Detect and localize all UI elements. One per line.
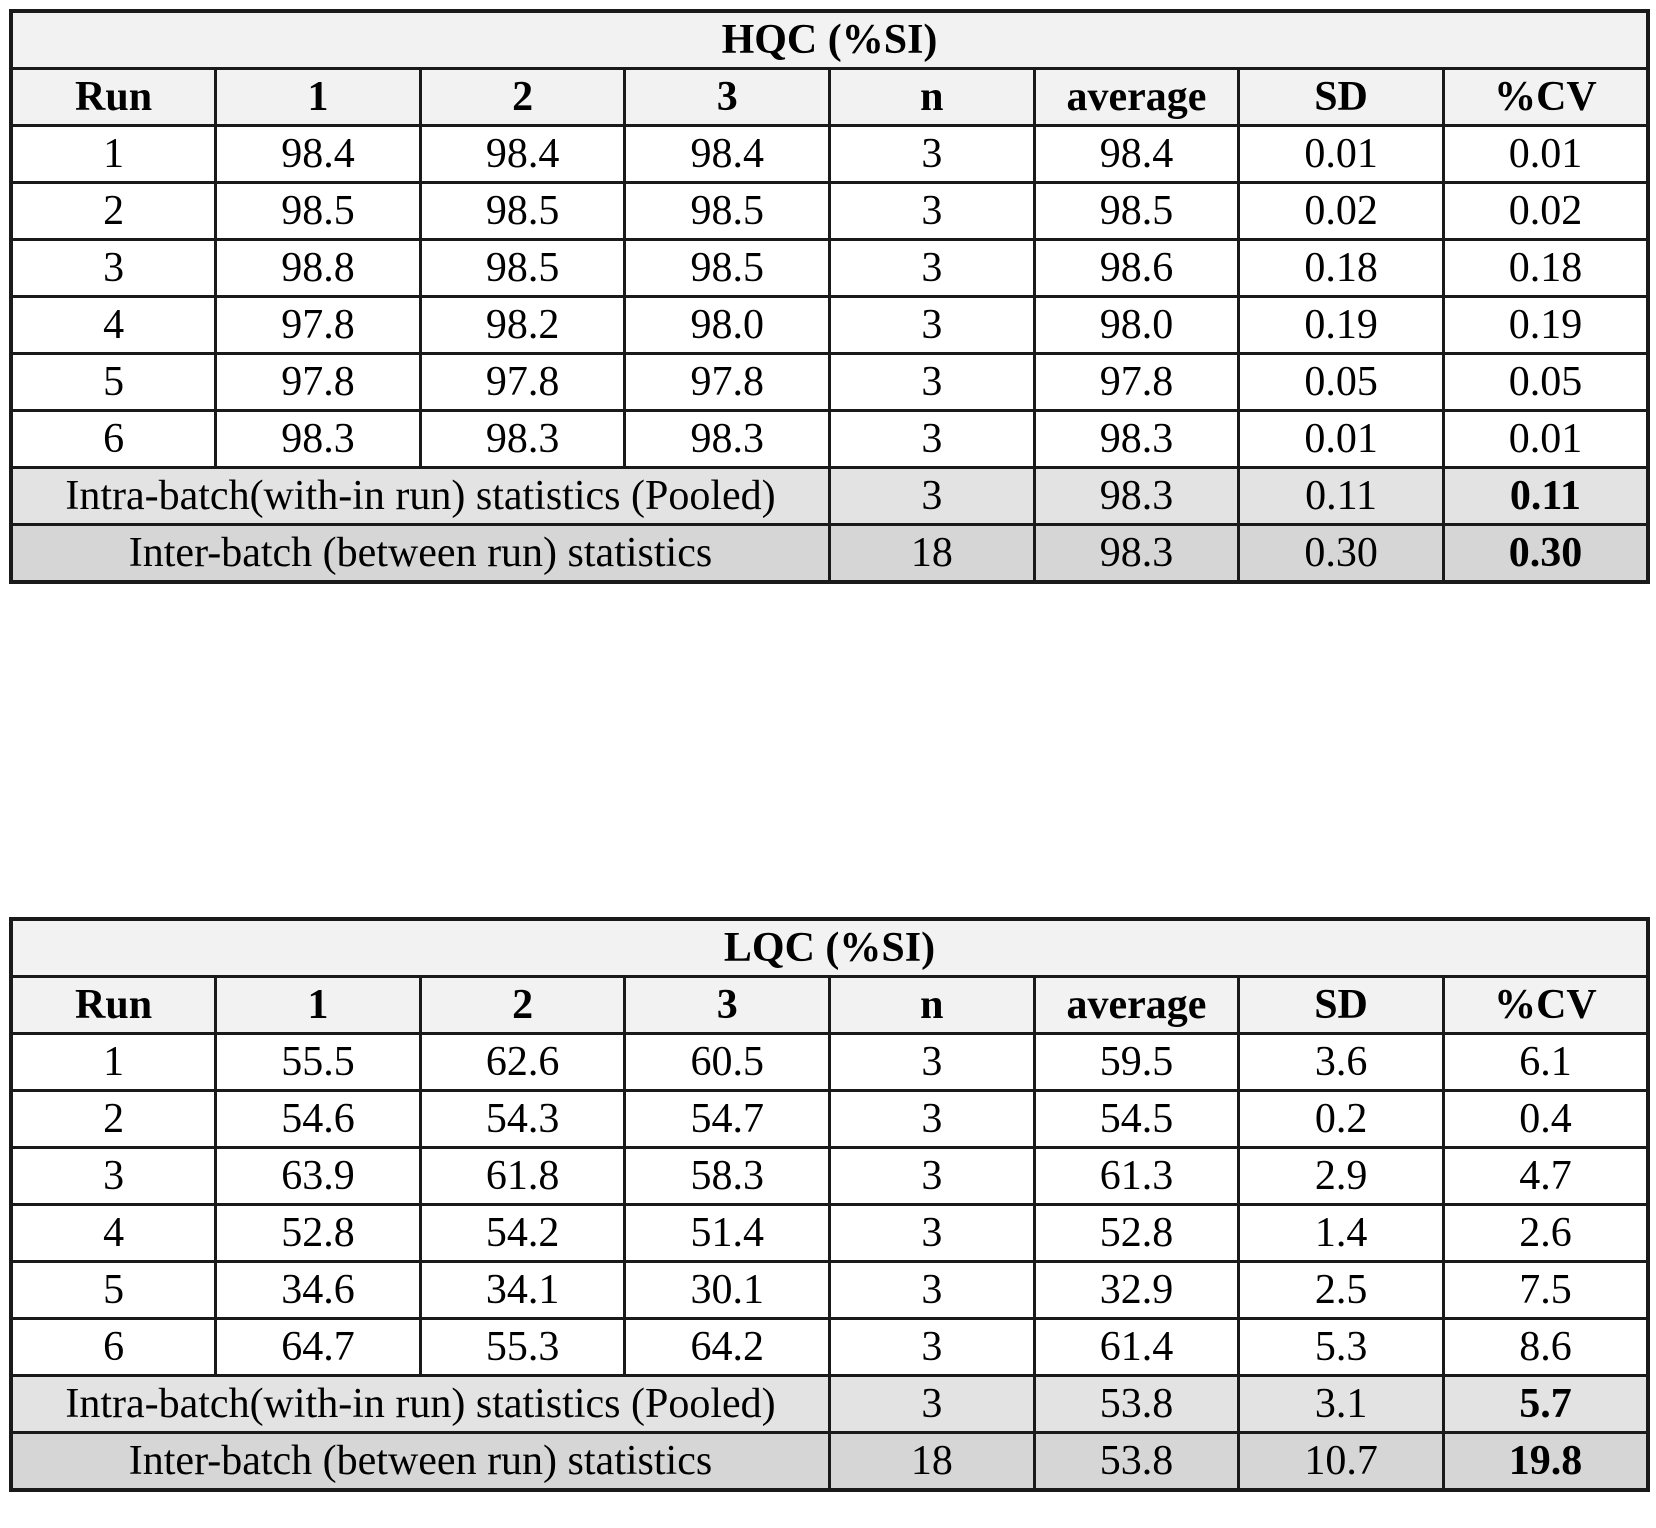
cell-run: 5 bbox=[11, 1262, 216, 1319]
cell-cv: 6.1 bbox=[1443, 1034, 1648, 1091]
cell-average: 98.6 bbox=[1034, 240, 1239, 297]
inter-batch-average: 53.8 bbox=[1034, 1433, 1239, 1491]
cell-average: 98.0 bbox=[1034, 297, 1239, 354]
cell-rep1: 98.5 bbox=[216, 183, 421, 240]
cell-rep1: 97.8 bbox=[216, 354, 421, 411]
cell-rep3: 98.5 bbox=[625, 183, 830, 240]
cell-rep2: 98.5 bbox=[420, 240, 625, 297]
intra-batch-label: Intra-batch(with-in run) statistics (Pooled) bbox=[11, 468, 830, 525]
table-row bbox=[11, 1091, 1648, 1148]
cell-rep3: 51.4 bbox=[625, 1205, 830, 1262]
cell-cv: 0.01 bbox=[1443, 411, 1648, 468]
cell-average: 54.5 bbox=[1034, 1091, 1239, 1148]
cell-n: 3 bbox=[830, 354, 1035, 411]
inter-batch-row bbox=[11, 525, 1648, 583]
cell-rep2: 54.3 bbox=[420, 1091, 625, 1148]
cell-n: 3 bbox=[830, 1091, 1035, 1148]
cell-average: 98.4 bbox=[1034, 126, 1239, 183]
cell-rep2: 62.6 bbox=[420, 1034, 625, 1091]
cell-rep1: 34.6 bbox=[216, 1262, 421, 1319]
cell-rep2: 54.2 bbox=[420, 1205, 625, 1262]
cell-average: 61.3 bbox=[1034, 1148, 1239, 1205]
cell-rep3: 58.3 bbox=[625, 1148, 830, 1205]
cell-rep1: 52.8 bbox=[216, 1205, 421, 1262]
cell-rep3: 98.4 bbox=[625, 126, 830, 183]
cell-rep2: 55.3 bbox=[420, 1319, 625, 1376]
inter-batch-sd: 10.7 bbox=[1239, 1433, 1444, 1491]
intra-batch-n: 3 bbox=[830, 468, 1035, 525]
cell-rep2: 61.8 bbox=[420, 1148, 625, 1205]
cell-run: 4 bbox=[11, 1205, 216, 1262]
column-header-run: Run bbox=[11, 69, 216, 126]
cell-average: 52.8 bbox=[1034, 1205, 1239, 1262]
cell-n: 3 bbox=[830, 183, 1035, 240]
inter-batch-label: Inter-batch (between run) statistics bbox=[11, 525, 830, 583]
column-header-cv: %CV bbox=[1443, 977, 1648, 1034]
cell-rep3: 60.5 bbox=[625, 1034, 830, 1091]
cell-rep2: 34.1 bbox=[420, 1262, 625, 1319]
table-row bbox=[11, 354, 1648, 411]
cell-n: 3 bbox=[830, 1034, 1035, 1091]
cell-run: 2 bbox=[11, 183, 216, 240]
column-header-replicate-1: 1 bbox=[216, 69, 421, 126]
cell-rep2: 98.3 bbox=[420, 411, 625, 468]
cell-run: 2 bbox=[11, 1091, 216, 1148]
cell-sd: 5.3 bbox=[1239, 1319, 1444, 1376]
intra-batch-average: 98.3 bbox=[1034, 468, 1239, 525]
cell-rep3: 98.5 bbox=[625, 240, 830, 297]
cell-run: 5 bbox=[11, 354, 216, 411]
cell-cv: 0.19 bbox=[1443, 297, 1648, 354]
cell-average: 61.4 bbox=[1034, 1319, 1239, 1376]
column-header-replicate-3: 3 bbox=[625, 977, 830, 1034]
cell-rep2: 97.8 bbox=[420, 354, 625, 411]
cell-rep1: 98.4 bbox=[216, 126, 421, 183]
cell-average: 97.8 bbox=[1034, 354, 1239, 411]
cell-rep3: 98.0 bbox=[625, 297, 830, 354]
cell-sd: 3.6 bbox=[1239, 1034, 1444, 1091]
cell-run: 4 bbox=[11, 297, 216, 354]
cell-rep1: 98.8 bbox=[216, 240, 421, 297]
cell-sd: 0.01 bbox=[1239, 126, 1444, 183]
cell-n: 3 bbox=[830, 1205, 1035, 1262]
cell-run: 6 bbox=[11, 411, 216, 468]
cell-cv: 0.05 bbox=[1443, 354, 1648, 411]
table-title: HQC (%SI) bbox=[11, 11, 1648, 69]
cell-cv: 7.5 bbox=[1443, 1262, 1648, 1319]
inter-batch-sd: 0.30 bbox=[1239, 525, 1444, 583]
cell-n: 3 bbox=[830, 297, 1035, 354]
table-row bbox=[11, 297, 1648, 354]
cell-cv: 0.01 bbox=[1443, 126, 1648, 183]
intra-batch-average: 53.8 bbox=[1034, 1376, 1239, 1433]
cell-sd: 0.01 bbox=[1239, 411, 1444, 468]
lqc-table bbox=[9, 917, 1650, 1492]
cell-rep2: 98.4 bbox=[420, 126, 625, 183]
cell-average: 59.5 bbox=[1034, 1034, 1239, 1091]
column-header-average: average bbox=[1034, 69, 1239, 126]
cell-rep1: 64.7 bbox=[216, 1319, 421, 1376]
cell-run: 3 bbox=[11, 1148, 216, 1205]
column-header-run: Run bbox=[11, 977, 216, 1034]
cell-rep3: 54.7 bbox=[625, 1091, 830, 1148]
cell-sd: 2.9 bbox=[1239, 1148, 1444, 1205]
cell-average: 98.3 bbox=[1034, 411, 1239, 468]
column-header-replicate-2: 2 bbox=[420, 977, 625, 1034]
cell-n: 3 bbox=[830, 126, 1035, 183]
inter-batch-average: 98.3 bbox=[1034, 525, 1239, 583]
column-header-sd: SD bbox=[1239, 69, 1444, 126]
cell-n: 3 bbox=[830, 411, 1035, 468]
inter-batch-cv: 0.30 bbox=[1443, 525, 1648, 583]
column-header-replicate-2: 2 bbox=[420, 69, 625, 126]
cell-n: 3 bbox=[830, 1148, 1035, 1205]
cell-rep3: 64.2 bbox=[625, 1319, 830, 1376]
cell-n: 3 bbox=[830, 1262, 1035, 1319]
column-header-sd: SD bbox=[1239, 977, 1444, 1034]
table-row bbox=[11, 1205, 1648, 1262]
table-row bbox=[11, 1148, 1648, 1205]
inter-batch-row bbox=[11, 1433, 1648, 1491]
cell-rep2: 98.5 bbox=[420, 183, 625, 240]
cell-rep1: 98.3 bbox=[216, 411, 421, 468]
intra-batch-sd: 0.11 bbox=[1239, 468, 1444, 525]
cell-cv: 4.7 bbox=[1443, 1148, 1648, 1205]
table-row bbox=[11, 1262, 1648, 1319]
cell-rep1: 97.8 bbox=[216, 297, 421, 354]
cell-cv: 2.6 bbox=[1443, 1205, 1648, 1262]
inter-batch-n: 18 bbox=[830, 525, 1035, 583]
table-row bbox=[11, 411, 1648, 468]
intra-batch-cv: 5.7 bbox=[1443, 1376, 1648, 1433]
table-row bbox=[11, 1319, 1648, 1376]
column-header-replicate-1: 1 bbox=[216, 977, 421, 1034]
cell-sd: 2.5 bbox=[1239, 1262, 1444, 1319]
column-header-average: average bbox=[1034, 977, 1239, 1034]
intra-batch-n: 3 bbox=[830, 1376, 1035, 1433]
cell-cv: 0.02 bbox=[1443, 183, 1648, 240]
table-title: LQC (%SI) bbox=[11, 919, 1648, 977]
cell-sd: 0.19 bbox=[1239, 297, 1444, 354]
cell-sd: 0.18 bbox=[1239, 240, 1444, 297]
cell-rep1: 63.9 bbox=[216, 1148, 421, 1205]
intra-batch-row bbox=[11, 468, 1648, 525]
table-row bbox=[11, 126, 1648, 183]
cell-average: 98.5 bbox=[1034, 183, 1239, 240]
cell-average: 32.9 bbox=[1034, 1262, 1239, 1319]
intra-batch-cv: 0.11 bbox=[1443, 468, 1648, 525]
intra-batch-row bbox=[11, 1376, 1648, 1433]
inter-batch-cv: 19.8 bbox=[1443, 1433, 1648, 1491]
table-row bbox=[11, 1034, 1648, 1091]
column-header-n: n bbox=[830, 69, 1035, 126]
column-header-cv: %CV bbox=[1443, 69, 1648, 126]
cell-rep1: 54.6 bbox=[216, 1091, 421, 1148]
column-header-n: n bbox=[830, 977, 1035, 1034]
cell-sd: 0.05 bbox=[1239, 354, 1444, 411]
cell-cv: 8.6 bbox=[1443, 1319, 1648, 1376]
cell-n: 3 bbox=[830, 1319, 1035, 1376]
cell-rep3: 97.8 bbox=[625, 354, 830, 411]
cell-n: 3 bbox=[830, 240, 1035, 297]
cell-rep1: 55.5 bbox=[216, 1034, 421, 1091]
inter-batch-label: Inter-batch (between run) statistics bbox=[11, 1433, 830, 1491]
cell-sd: 1.4 bbox=[1239, 1205, 1444, 1262]
intra-batch-label: Intra-batch(with-in run) statistics (Pooled) bbox=[11, 1376, 830, 1433]
hqc-table bbox=[9, 9, 1650, 584]
table-row bbox=[11, 240, 1648, 297]
cell-rep3: 30.1 bbox=[625, 1262, 830, 1319]
table-row bbox=[11, 183, 1648, 240]
cell-run: 1 bbox=[11, 1034, 216, 1091]
intra-batch-sd: 3.1 bbox=[1239, 1376, 1444, 1433]
cell-cv: 0.18 bbox=[1443, 240, 1648, 297]
column-header-replicate-3: 3 bbox=[625, 69, 830, 126]
inter-batch-n: 18 bbox=[830, 1433, 1035, 1491]
cell-rep2: 98.2 bbox=[420, 297, 625, 354]
cell-sd: 0.2 bbox=[1239, 1091, 1444, 1148]
cell-rep3: 98.3 bbox=[625, 411, 830, 468]
cell-cv: 0.4 bbox=[1443, 1091, 1648, 1148]
cell-run: 3 bbox=[11, 240, 216, 297]
cell-sd: 0.02 bbox=[1239, 183, 1444, 240]
cell-run: 6 bbox=[11, 1319, 216, 1376]
cell-run: 1 bbox=[11, 126, 216, 183]
